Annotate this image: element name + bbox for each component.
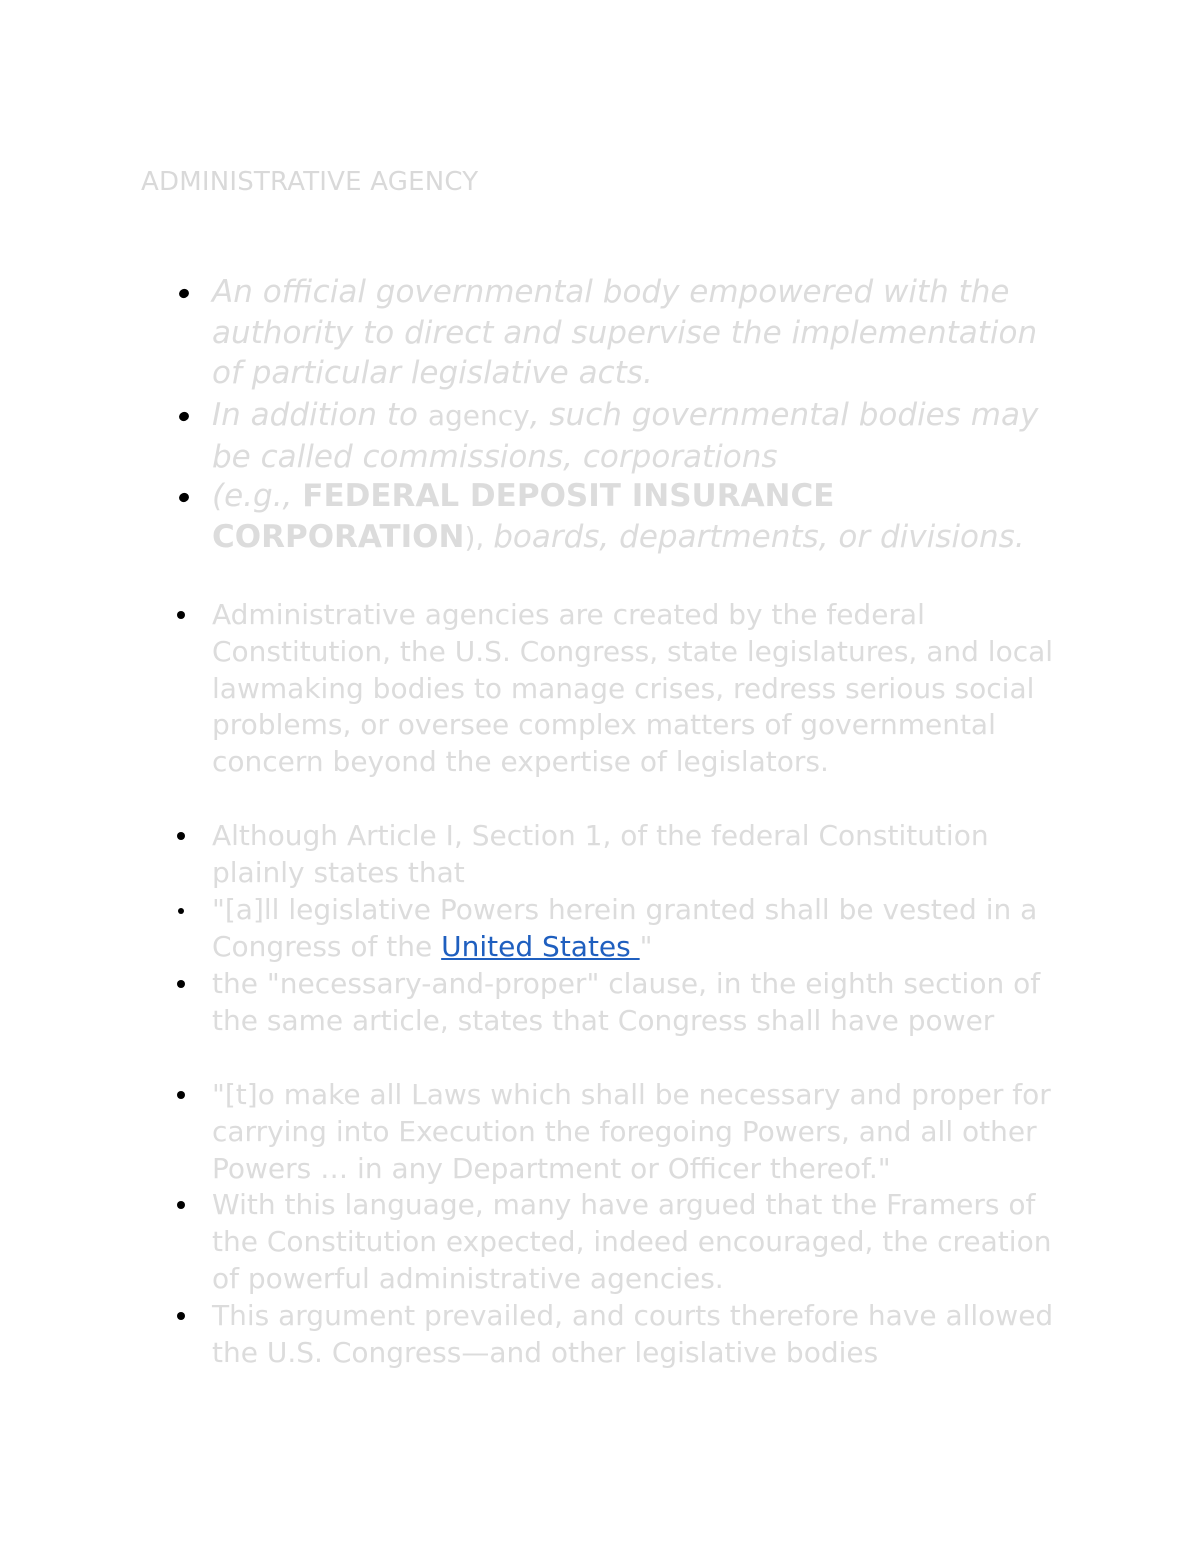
bullet-icon (177, 1201, 185, 1209)
bullet-icon (178, 492, 190, 504)
item-text-part: agency (427, 399, 530, 432)
united-states-link[interactable]: United States (441, 929, 640, 963)
item-text: "[t]o make all Laws which shall be necessary and proper for carrying into Execution the foregoing Powers, and all other Powers … in any Department or Officer thereof." (212, 1078, 1051, 1185)
bullet-icon (177, 1312, 185, 1320)
item-text-part: "[a]ll legislative Powers herein granted shall be vested in a Congress of the (212, 893, 1038, 963)
page-title: ADMINISTRATIVE AGENCY (141, 167, 479, 197)
list-item (212, 395, 1062, 477)
item-text: the "necessary-and-proper" clause, in the eighth section of the same article, states that Congress shall have power (212, 967, 1041, 1037)
list-item (212, 1077, 1062, 1187)
item-text-part: , such governmental bodies may be called commissions, corporations (212, 397, 1039, 475)
item-text: This argument prevailed, and courts therefore have allowed the U.S. Congress—and other legislative bodies (212, 1299, 1054, 1369)
item-text-part: ), (464, 520, 494, 554)
item-text: With this language, many have argued that the Framers of the Constitution expected, indeed encouraged, the creation of powerful administrative agencies. (212, 1188, 1052, 1295)
bullet-icon (177, 1091, 185, 1099)
bullet-icon (177, 611, 185, 619)
list-item (212, 1187, 1062, 1297)
item-text-part: boards, departments, or divisions. (493, 518, 1025, 555)
list-item (212, 272, 1062, 394)
item-text: Administrative agencies are created by the federal Constitution, the U.S. Congress, state legislatures, and local lawmaking bodies to manage crises, redress serious social problems, or oversee complex matters of governmental concern beyond the expertise of legislators. (212, 598, 1054, 779)
bullet-icon (177, 980, 185, 988)
list-item (212, 597, 1062, 781)
bullet-icon (178, 288, 190, 300)
bullet-icon (178, 908, 184, 914)
list-item (212, 476, 1062, 558)
item-text-part: In addition to (212, 397, 428, 433)
item-text: Although Article I, Section 1, of the federal Constitution plainly states that (212, 819, 989, 889)
item-text-part: (e.g., (212, 478, 303, 514)
list-item (212, 966, 1062, 1040)
bullet-icon (177, 832, 185, 840)
list-item (212, 1298, 1062, 1372)
list-item (212, 892, 1062, 966)
item-text-part: " (639, 929, 653, 963)
item-text: An official governmental body empowered with the authority to direct and supervise the implementation of particular legislative acts. (212, 274, 1038, 392)
list-item (212, 818, 1062, 892)
item-text-bold: FEDERAL DEPOSIT INSURANCE CORPORATION (212, 478, 835, 555)
bullet-icon (178, 411, 190, 423)
